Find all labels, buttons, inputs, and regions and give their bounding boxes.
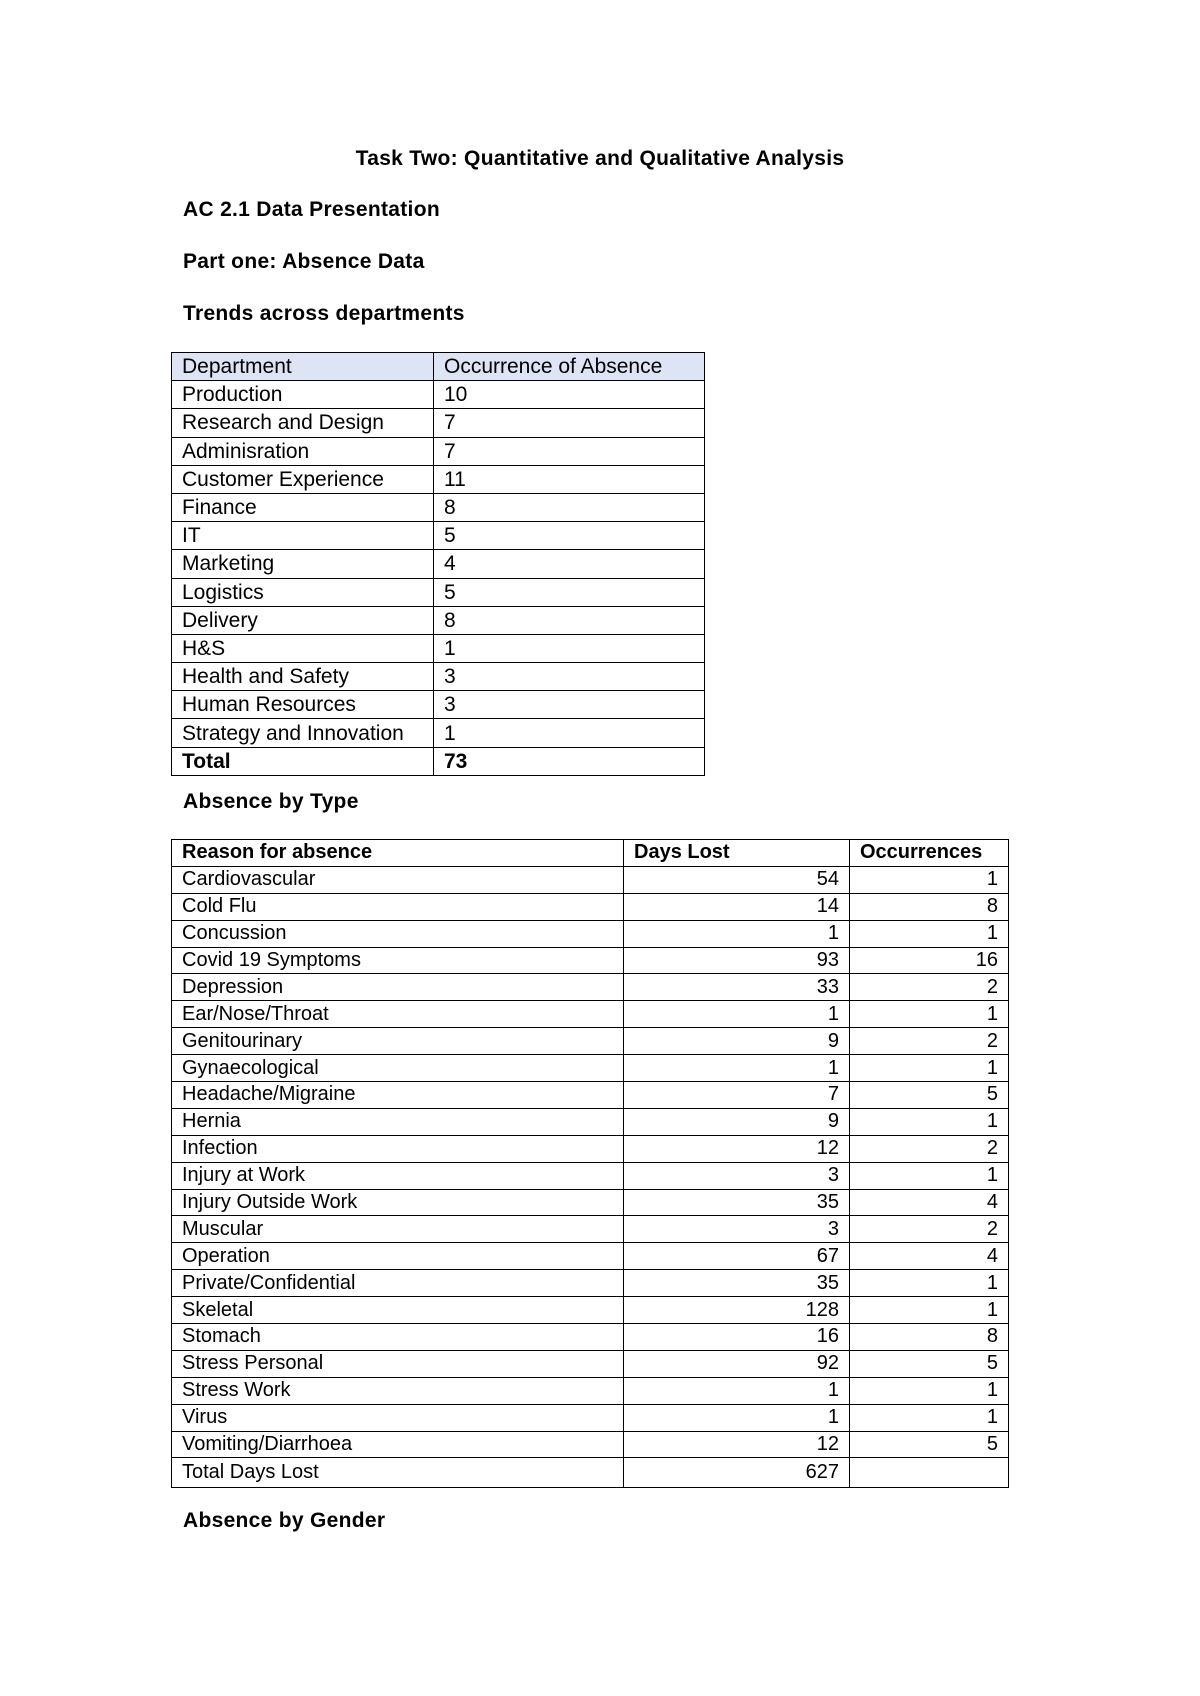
table-row xyxy=(172,1297,1009,1324)
occurrence-cell: 11 xyxy=(434,465,705,493)
table-row xyxy=(172,550,705,578)
table-row xyxy=(172,1350,1009,1377)
days-lost-cell: 9 xyxy=(624,1108,850,1135)
table-row xyxy=(172,1162,1009,1189)
days-lost-cell: 9 xyxy=(624,1028,850,1055)
occurrence-cell: 7 xyxy=(434,437,705,465)
days-lost-cell: 93 xyxy=(624,947,850,974)
department-cell: Health and Safety xyxy=(172,663,434,691)
table-row xyxy=(172,437,705,465)
total-label: Total xyxy=(172,747,434,775)
occurrences-cell: 16 xyxy=(850,947,1009,974)
reason-cell: Hernia xyxy=(172,1108,624,1135)
table-row xyxy=(172,1216,1009,1243)
reason-cell: Depression xyxy=(172,974,624,1001)
table-row xyxy=(172,1324,1009,1351)
occurrences-cell: 1 xyxy=(850,1404,1009,1431)
table-row xyxy=(172,691,705,719)
total-value: 73 xyxy=(434,747,705,775)
department-absence-table xyxy=(171,352,705,776)
department-cell: Human Resources xyxy=(172,691,434,719)
reason-cell: Genitourinary xyxy=(172,1028,624,1055)
header-cell: Reason for absence xyxy=(172,840,624,867)
table-row xyxy=(172,1135,1009,1162)
occurrences-cell: 5 xyxy=(850,1082,1009,1109)
dept-heading: Trends across departments xyxy=(183,302,465,325)
occurrence-cell: 7 xyxy=(434,409,705,437)
reason-cell: Covid 19 Symptoms xyxy=(172,947,624,974)
header-cell: Occurrences xyxy=(850,840,1009,867)
days-lost-cell: 67 xyxy=(624,1243,850,1270)
table-row xyxy=(172,522,705,550)
days-lost-cell: 3 xyxy=(624,1162,850,1189)
reason-cell: Gynaecological xyxy=(172,1055,624,1082)
reason-cell: Cold Flu xyxy=(172,893,624,920)
reason-cell: Injury Outside Work xyxy=(172,1189,624,1216)
occurrences-cell: 5 xyxy=(850,1431,1009,1458)
table-row xyxy=(172,634,705,662)
department-cell: Logistics xyxy=(172,578,434,606)
days-lost-cell: 128 xyxy=(624,1297,850,1324)
department-cell: H&S xyxy=(172,634,434,662)
reason-cell: Vomiting/Diarrhoea xyxy=(172,1431,624,1458)
reason-cell: Headache/Migraine xyxy=(172,1082,624,1109)
occurrences-cell: 1 xyxy=(850,1055,1009,1082)
days-lost-cell: 12 xyxy=(624,1135,850,1162)
days-lost-cell: 1 xyxy=(624,920,850,947)
days-lost-cell: 35 xyxy=(624,1270,850,1297)
occurrences-cell: 1 xyxy=(850,1270,1009,1297)
days-lost-cell: 54 xyxy=(624,866,850,893)
table-row xyxy=(172,1243,1009,1270)
days-lost-cell: 1 xyxy=(624,1404,850,1431)
department-cell: Delivery xyxy=(172,606,434,634)
total-row xyxy=(172,747,705,775)
department-cell: Marketing xyxy=(172,550,434,578)
table-row xyxy=(172,893,1009,920)
days-lost-cell: 7 xyxy=(624,1082,850,1109)
table-row xyxy=(172,493,705,521)
occurrences-cell: 8 xyxy=(850,1324,1009,1351)
occurrences-cell: 4 xyxy=(850,1243,1009,1270)
occurrence-cell: 10 xyxy=(434,381,705,409)
department-cell: Strategy and Innovation xyxy=(172,719,434,747)
department-cell: Research and Design xyxy=(172,409,434,437)
table-row xyxy=(172,578,705,606)
table-row xyxy=(172,1082,1009,1109)
occurrences-cell: 2 xyxy=(850,1216,1009,1243)
occurrences-cell: 1 xyxy=(850,1377,1009,1404)
department-cell: Production xyxy=(172,381,434,409)
total-occurrences xyxy=(850,1458,1009,1488)
total-row xyxy=(172,1458,1009,1488)
occurrence-cell: 5 xyxy=(434,578,705,606)
days-lost-cell: 92 xyxy=(624,1350,850,1377)
reason-cell: Skeletal xyxy=(172,1297,624,1324)
table-header-row xyxy=(172,353,705,381)
table-row xyxy=(172,1189,1009,1216)
occurrences-cell: 2 xyxy=(850,1028,1009,1055)
table-row xyxy=(172,920,1009,947)
occurrences-cell: 8 xyxy=(850,893,1009,920)
occurrences-cell: 1 xyxy=(850,866,1009,893)
reason-cell: Infection xyxy=(172,1135,624,1162)
occurrences-cell: 1 xyxy=(850,1001,1009,1028)
occurrences-cell: 4 xyxy=(850,1189,1009,1216)
department-cell: Finance xyxy=(172,493,434,521)
occurrences-cell: 5 xyxy=(850,1350,1009,1377)
table-row xyxy=(172,1028,1009,1055)
occurrences-cell: 1 xyxy=(850,1162,1009,1189)
days-lost-cell: 16 xyxy=(624,1324,850,1351)
section-heading: AC 2.1 Data Presentation xyxy=(183,198,440,221)
header-cell: Days Lost xyxy=(624,840,850,867)
days-lost-cell: 1 xyxy=(624,1377,850,1404)
absence-by-type-table xyxy=(171,839,1009,1488)
occurrence-cell: 8 xyxy=(434,606,705,634)
occurrence-cell: 8 xyxy=(434,493,705,521)
days-lost-cell: 33 xyxy=(624,974,850,1001)
occurrence-cell: 1 xyxy=(434,719,705,747)
reason-cell: Private/Confidential xyxy=(172,1270,624,1297)
table-row xyxy=(172,1377,1009,1404)
table-row xyxy=(172,409,705,437)
reason-cell: Stress Personal xyxy=(172,1350,624,1377)
reason-cell: Cardiovascular xyxy=(172,866,624,893)
department-cell: Customer Experience xyxy=(172,465,434,493)
days-lost-cell: 14 xyxy=(624,893,850,920)
table-row xyxy=(172,866,1009,893)
table-row xyxy=(172,606,705,634)
type-heading: Absence by Type xyxy=(183,790,359,813)
table-row xyxy=(172,719,705,747)
table-row xyxy=(172,947,1009,974)
days-lost-cell: 1 xyxy=(624,1001,850,1028)
part-heading: Part one: Absence Data xyxy=(183,250,425,273)
header-cell: Occurrence of Absence xyxy=(434,353,705,381)
total-value: 627 xyxy=(624,1458,850,1488)
occurrences-cell: 1 xyxy=(850,920,1009,947)
table-row xyxy=(172,1108,1009,1135)
department-cell: IT xyxy=(172,522,434,550)
occurrence-cell: 1 xyxy=(434,634,705,662)
table-header-row xyxy=(172,840,1009,867)
reason-cell: Injury at Work xyxy=(172,1162,624,1189)
table-row xyxy=(172,663,705,691)
reason-cell: Stress Work xyxy=(172,1377,624,1404)
gender-heading: Absence by Gender xyxy=(183,1509,386,1532)
occurrence-cell: 3 xyxy=(434,663,705,691)
occurrences-cell: 1 xyxy=(850,1108,1009,1135)
days-lost-cell: 1 xyxy=(624,1055,850,1082)
table-row xyxy=(172,465,705,493)
reason-cell: Concussion xyxy=(172,920,624,947)
header-cell: Department xyxy=(172,353,434,381)
occurrences-cell: 2 xyxy=(850,974,1009,1001)
table-row xyxy=(172,1431,1009,1458)
reason-cell: Stomach xyxy=(172,1324,624,1351)
days-lost-cell: 3 xyxy=(624,1216,850,1243)
days-lost-cell: 12 xyxy=(624,1431,850,1458)
page-title: Task Two: Quantitative and Qualitative Analysis xyxy=(355,147,845,170)
total-label: Total Days Lost xyxy=(172,1458,624,1488)
occurrence-cell: 3 xyxy=(434,691,705,719)
occurrence-cell: 5 xyxy=(434,522,705,550)
table-row xyxy=(172,974,1009,1001)
table-row xyxy=(172,381,705,409)
occurrences-cell: 1 xyxy=(850,1297,1009,1324)
reason-cell: Virus xyxy=(172,1404,624,1431)
reason-cell: Muscular xyxy=(172,1216,624,1243)
days-lost-cell: 35 xyxy=(624,1189,850,1216)
table-row xyxy=(172,1055,1009,1082)
table-row xyxy=(172,1001,1009,1028)
reason-cell: Operation xyxy=(172,1243,624,1270)
table-row xyxy=(172,1404,1009,1431)
occurrence-cell: 4 xyxy=(434,550,705,578)
table-row xyxy=(172,1270,1009,1297)
occurrences-cell: 2 xyxy=(850,1135,1009,1162)
reason-cell: Ear/Nose/Throat xyxy=(172,1001,624,1028)
department-cell: Adminisration xyxy=(172,437,434,465)
